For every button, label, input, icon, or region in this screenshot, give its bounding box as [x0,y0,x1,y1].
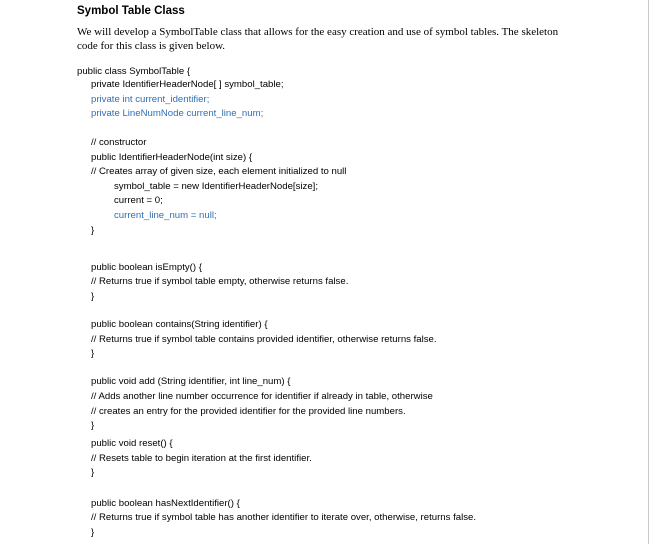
section-title: Symbol Table Class [77,5,185,17]
code-line: // Resets table to begin iteration at the first identifier. [91,453,312,464]
code-line: } [91,225,95,236]
code-line: public void add (String identifier, int line_num) { [91,376,291,387]
code-line: public class SymbolTable { [77,66,191,77]
code-line: // Returns true if symbol table has another identifier to iterate over, otherwise, returns false. [91,512,477,523]
code-line: } [91,527,95,538]
code-line: public void reset() { [91,438,173,449]
code-line: current_line_num = null; [114,210,217,221]
intro-paragraph-line-2: code for this class is given below. [77,40,226,52]
page-edge-divider [648,0,649,544]
code-line: // creates an entry for the provided identifier for the provided line numbers. [91,406,406,417]
code-line: } [91,291,95,302]
intro-paragraph-line-1: We will develop a SymbolTable class that allows for the easy creation and use of symbol tables. The skeleton [77,26,559,38]
code-line: // Creates array of given size, each element initialized to null [91,166,347,177]
code-line: public IdentifierHeaderNode(int size) { [91,152,253,163]
code-line: public boolean isEmpty() { [91,262,202,273]
code-line: current = 0; [114,195,163,206]
code-line: private LineNumNode current_line_num; [91,108,264,119]
code-line: // Returns true if symbol table empty, otherwise returns false. [91,276,349,287]
code-line: // constructor [91,137,147,148]
code-line: private IdentifierHeaderNode[ ] symbol_table; [91,79,284,90]
code-line: symbol_table = new IdentifierHeaderNode[size]; [114,181,318,192]
code-line: public boolean hasNextIdentifier() { [91,498,240,509]
code-line: // Adds another line number occurrence for identifier if already in table, otherwise [91,391,433,402]
code-line: public boolean contains(String identifier) { [91,319,268,330]
code-line: } [91,420,95,431]
code-line: } [91,467,95,478]
code-line: // Returns true if symbol table contains provided identifier, otherwise returns false. [91,334,437,345]
code-line: private int current_identifier; [91,94,210,105]
code-line: } [91,348,95,359]
